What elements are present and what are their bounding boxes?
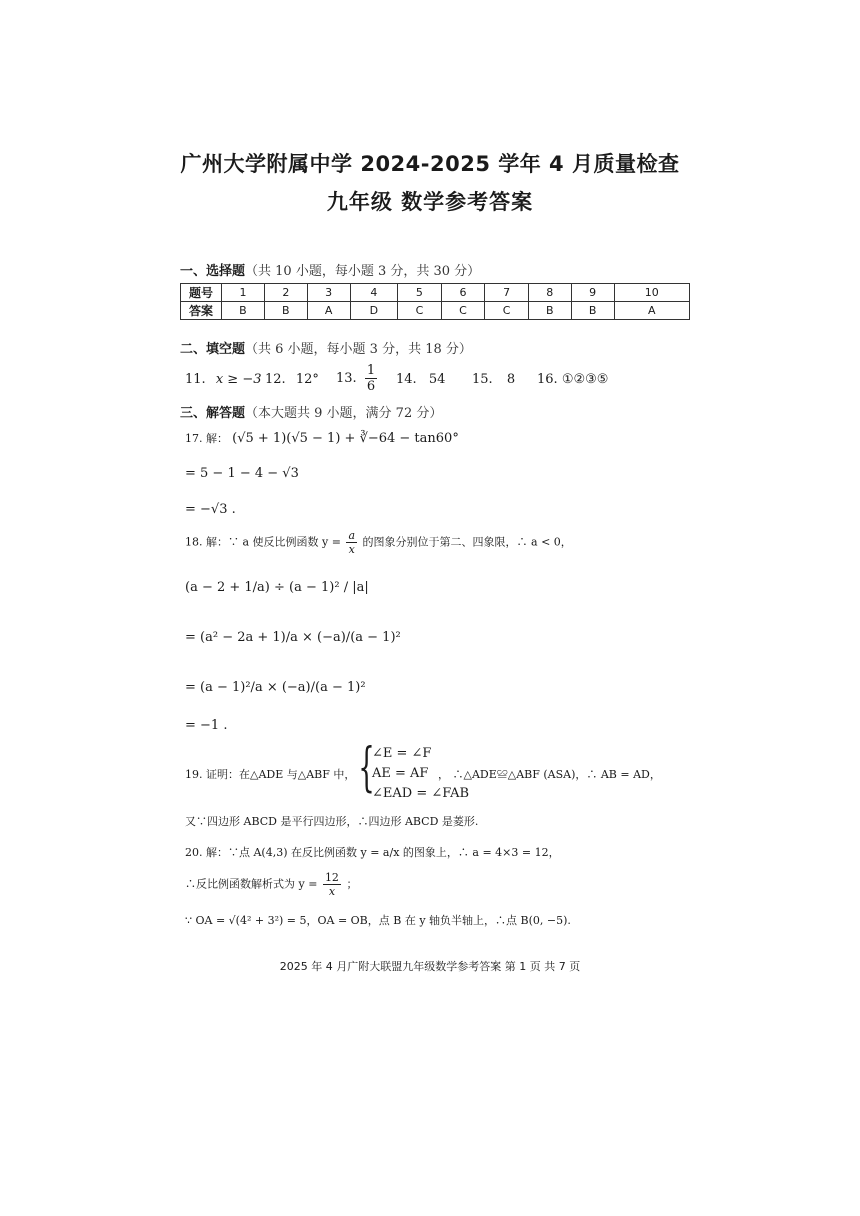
q16-answer: ①②③⑤: [561, 372, 609, 387]
table-cell: 8: [528, 284, 571, 302]
q15: [472, 372, 515, 387]
q20-analytic-prefix: ∴反比例函数解析式为 y =: [185, 877, 318, 891]
q15-number: 15.: [472, 372, 493, 387]
q18-condition-b: 的图象分别位于第二、四象限，∴ a < 0，: [362, 535, 572, 549]
q14: [396, 372, 445, 387]
q13-number: 13.: [336, 371, 357, 386]
q12-answer: 12°: [295, 372, 319, 387]
fill-answers-line: [185, 372, 261, 387]
q18-line-1: [185, 530, 572, 555]
section-choice-heading: [180, 260, 480, 279]
table-cell: 2: [264, 284, 307, 302]
table-cell: 7: [485, 284, 529, 302]
q17-line-1: [185, 430, 459, 446]
row-label-number: 题号: [181, 284, 222, 302]
q19-condition-2: AE = AF: [372, 766, 429, 781]
q13-numerator: 1: [366, 363, 376, 378]
table-cell: 3: [307, 284, 350, 302]
table-cell: C: [398, 302, 442, 320]
q19-prefix: 19. 证明：在△ADE 与△ABF 中，: [185, 768, 356, 781]
table-cell: A: [614, 302, 689, 320]
q17-expression: (√5 + 1)(√5 − 1) + ∛−64 − tan60°: [232, 431, 459, 446]
section-fill-heading: [180, 338, 472, 357]
table-cell: 10: [614, 284, 689, 302]
q20-line-1: 20. 解：∵点 A(4,3) 在反比例函数 y = a/x 的图象上，∴ a = 4×3 = 12，: [185, 846, 560, 859]
section-fill-title: 二、填空题: [180, 342, 246, 357]
q14-answer: 54: [428, 372, 446, 387]
q17-line-2: = 5 − 1 − 4 − √3: [185, 466, 299, 481]
document-subtitle: 九年级 数学参考答案: [326, 190, 534, 214]
q12: [265, 372, 319, 387]
q18-condition-a: 18. 解：∵ a 使反比例函数 y =: [185, 535, 341, 549]
table-cell: 4: [350, 284, 398, 302]
answer-table: [180, 283, 690, 320]
q13-denominator: 6: [366, 379, 376, 394]
q18-fraction: [346, 530, 357, 555]
section-choice-title: 一、选择题: [180, 264, 246, 279]
q19-condition-3: ∠EAD = ∠FAB: [372, 786, 470, 801]
q12-number: 12.: [265, 372, 286, 387]
q20-denominator: x: [328, 885, 336, 898]
q16: [537, 372, 608, 387]
q18-line-5: = −1 .: [185, 718, 228, 733]
table-cell: 9: [571, 284, 614, 302]
section-choice-note: （共 10 小题，每小题 3 分，共 30 分）: [245, 264, 481, 279]
q20-numerator: 12: [324, 871, 339, 884]
q18-line-3: = (a² − 2a + 1)/a × (−a)/(a − 1)²: [185, 630, 401, 645]
section-solve-title: 三、解答题: [180, 406, 246, 421]
section-solve-heading: [180, 402, 442, 421]
table-cell: B: [264, 302, 307, 320]
q20-fraction: [323, 872, 341, 897]
q16-number: 16.: [537, 372, 558, 387]
table-cell: C: [441, 302, 485, 320]
table-cell: 5: [398, 284, 442, 302]
table-cell: B: [528, 302, 571, 320]
table-cell: C: [485, 302, 529, 320]
q17-prefix: 17. 解：: [185, 432, 228, 445]
q20-line-3: ∵ OA = √(4² + 3²) = 5，OA = OB，点 B 在 y 轴负半轴上，∴点 B(0, −5).: [185, 914, 571, 927]
q18-numerator: a: [348, 529, 356, 542]
q20-line-2: [185, 872, 357, 897]
table-cell: B: [222, 302, 265, 320]
table-cell: D: [350, 302, 398, 320]
q19-condition-1: ∠E = ∠F: [372, 746, 432, 761]
q11-answer: x ≥ −3: [215, 372, 262, 387]
section-fill-note: （共 6 小题，每小题 3 分，共 18 分）: [245, 342, 472, 357]
q13: [336, 364, 379, 393]
q19-brace: {: [358, 738, 375, 798]
q15-answer: 8: [506, 372, 516, 387]
q14-number: 14.: [396, 372, 417, 387]
answer-table-answer-row: [181, 302, 690, 320]
document-title: 广州大学附属中学 2024-2025 学年 4 月质量检查: [180, 152, 680, 176]
q13-fraction: [365, 364, 377, 393]
q19-result: ， ∴△ADE≌△ABF (ASA)，∴ AB = AD，: [438, 768, 661, 781]
row-label-answer: 答案: [181, 302, 222, 320]
q18-line-2: (a − 2 + 1/a) ÷ (a − 1)² / |a|: [185, 580, 369, 595]
q18-denominator: x: [348, 543, 355, 556]
q19-line-2: 又∵四边形 ABCD 是平行四边形，∴四边形 ABCD 是菱形.: [185, 815, 479, 828]
table-cell: B: [571, 302, 614, 320]
table-cell: A: [307, 302, 350, 320]
q18-line-4: = (a − 1)²/a × (−a)/(a − 1)²: [185, 680, 366, 695]
table-cell: 1: [222, 284, 265, 302]
q17-line-3: = −√3 .: [185, 502, 236, 517]
answer-table-number-row: [181, 284, 690, 302]
q11-number: 11.: [185, 372, 206, 387]
q20-analytic-suffix: ；: [346, 877, 358, 891]
table-cell: 6: [441, 284, 485, 302]
page-footer: 2025 年 4 月广附大联盟九年级数学参考答案 第 1 页 共 7 页: [279, 960, 581, 973]
section-solve-note: （本大题共 9 小题，满分 72 分）: [245, 406, 443, 421]
